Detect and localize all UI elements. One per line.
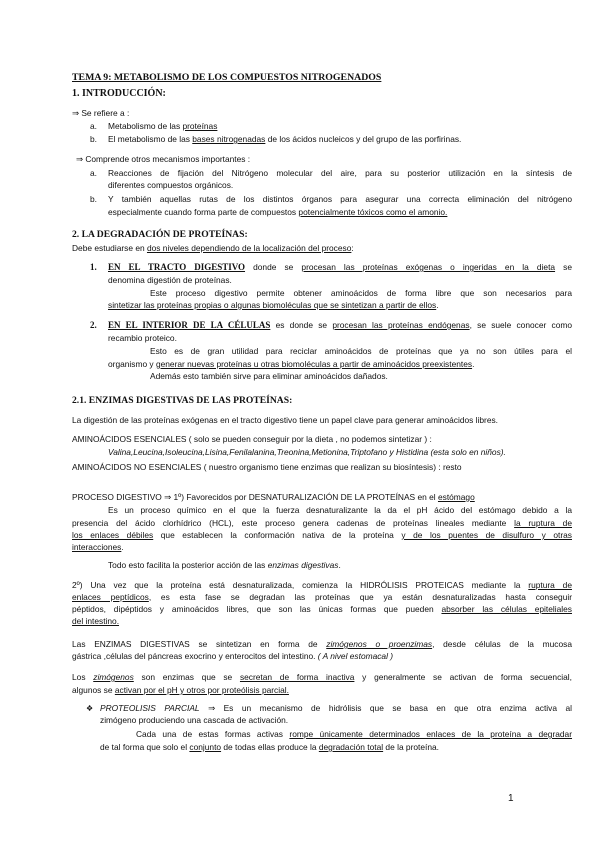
chemical-process-line-1: Es un proceso químico en el que la fuerza desnaturalizante la da el pH ácido del estómago debido a la [108, 505, 572, 515]
item-d-text: especialmente cuando forma parte de compuestos [108, 207, 299, 217]
point-2-underlined: procesan las proteínas endógenas [332, 320, 470, 330]
non-essential-aminoacids: AMINOÁCIDOS NO ESENCIALES ( nuestro organismo tiene enzimas que realizan su biosíntesis) : resto [72, 462, 462, 472]
point-1-heading: EN EL TRACTO DIGESTIVO [108, 262, 246, 272]
hydrolysis-line-1-underlined: ruptura de [528, 580, 572, 590]
item-c-line-1: Reacciones de fijación del Nitrógeno molecular del aire, para su posterior utilización en la síntesis de [108, 168, 572, 178]
zymogens-line-2-text: algunos se [72, 685, 115, 695]
point-2-heading: EN EL INTERIOR DE LA CÉLULAS [108, 320, 271, 330]
item-b-text: El metabolismo de las [108, 134, 193, 144]
chemical-process-line-4-end: . [121, 542, 124, 552]
zymogens-line-2 [72, 685, 289, 696]
point-1-underlined: procesan las proteínas exógenas o ingeridas en la dieta [301, 262, 556, 272]
item-a-text: Metabolismo de las [108, 121, 183, 131]
chemical-process-line-4 [72, 542, 124, 553]
item-b-underlined: bases nitrogenadas [192, 134, 266, 144]
zymogens-line-1-underlined: secretan de forma inactiva [239, 672, 355, 682]
section-2-1-intro: La digestión de las proteínas exógenas en el tracto digestivo tiene un papel clave para generar aminoácidos libres. [72, 415, 499, 425]
partial-proteolysis-line-4 [100, 742, 439, 753]
chemical-process-line-3-underlined-end: y de los puentes de disulfuro y otras [401, 530, 572, 540]
section-2-intro-end: : [351, 243, 354, 253]
chemical-process-line-2-underlined: la ruptura de [514, 518, 572, 528]
zymogens-line-1-text: Los [72, 672, 94, 682]
item-d-line-1: Y también aquellas rutas de los distintos órganos para asegurar una correcta eliminación del nitrógeno [108, 194, 572, 204]
hydrolysis-line-2-underlined: enlaces peptídicos [72, 592, 149, 602]
facilitates-end: . [338, 560, 341, 570]
chemical-process-line-2-text: presencia del ácido clorhídrico (HCL), este proceso genera cadenas de proteínas lineales mediante [72, 518, 515, 528]
refers-line: ⇒ Se refiere a : [72, 108, 130, 118]
enzymes-line-1-text: Las ENZIMAS DIGESTIVAS se sintetizan en forma de [72, 639, 327, 649]
point-1-line-1 [108, 262, 572, 273]
point-1-line-4-underlined: sintetizar las proteínas propias o algunas biomoléculas que se sintetizan a partir de ellos [108, 300, 437, 310]
chemical-process-line-2 [72, 518, 572, 529]
point-2-line-1 [108, 320, 572, 331]
partial-proteolysis-text: ⇒ Es un mecanismo de hidrólisis que se basa en que otra enzima activa al [199, 703, 572, 713]
digestive-process-line [72, 492, 475, 503]
item-a-underlined: proteínas [182, 121, 218, 131]
point-1-line-2: denomina digestión de proteínas. [108, 275, 232, 285]
item-d-underlined: potencialmente tóxicos como el amonio. [298, 207, 448, 217]
point-2-text: es donde se [270, 320, 333, 330]
partial-proteolysis-line-4-underlined-2: degradación total [318, 742, 384, 752]
digestive-process-underlined: estómago [437, 492, 475, 502]
section-1-heading: 1. INTRODUCCIÓN: [72, 88, 166, 99]
hydrolysis-line-3-text: péptidos, dipéptidos y aminoácidos libres, que son las únicas formas que pueden [72, 604, 442, 614]
hydrolysis-line-2 [72, 592, 572, 603]
point-1-line-4-end: . [436, 300, 439, 310]
zymogens-line-1-end: y generalmente se activan de forma secuencial, [354, 672, 572, 682]
item-b-marker: b. [90, 134, 97, 144]
point-2-line-3: Esto es de gran utilidad para reciclar aminoácidos de proteínas que ya no son útiles para el [150, 346, 572, 356]
section-2-heading: 2. LA DEGRADACIÓN DE PROTEÍNAS: [72, 229, 248, 240]
chemical-process-line-3 [72, 530, 572, 541]
point-1-line-3: Este proceso digestivo permite obtener aminoácidos de forma libre que son necesarios para [150, 288, 572, 298]
item-a-marker: a. [90, 121, 97, 131]
point-2-line-2: recambio proteico. [108, 333, 177, 343]
hydrolysis-line-1-text: 2º) Una vez que la proteína está desnaturalizada, comienza la HIDRÓLISIS PROTEICAS mediante la [72, 580, 529, 590]
partial-proteolysis-line-4-mid: de todas ellas produce la [221, 742, 319, 752]
item-c-line-2: diferentes compuestos orgánicos. [108, 180, 234, 190]
point-2-line-4-underlined: generar nuevas proteínas u otras biomoléculas a partir de aminoácidos preexistentes [155, 359, 473, 369]
partial-proteolysis-line-2: zimógeno produciendo una cascada de activación. [100, 715, 289, 725]
enzymes-line-1 [72, 639, 572, 650]
zymogens-line-2-underlined: activan por el pH y otros por proteólisis parcial. [114, 685, 289, 695]
enzymes-line-2-italic: ( A nivel estomacal ) [315, 651, 394, 661]
point-1-text: donde se [245, 262, 302, 272]
section-2-1-heading: 2.1. ENZIMAS DIGESTIVAS DE LAS PROTEÍNAS: [72, 395, 293, 406]
point-1-line-4 [108, 300, 439, 311]
partial-proteolysis-line-3-text: Cada una de estas formas activas [136, 729, 290, 739]
comprende-line: ⇒ Comprende otros mecanismos importantes : [76, 154, 251, 164]
point-2-line-4-text: organismo y [108, 359, 156, 369]
section-2-intro [72, 243, 354, 254]
point-1-marker: 1. [90, 262, 97, 272]
essential-aminoacids-list: Valina,Leucina,Isoleucina,Lisina,Fenilalanina,Treonina,Metionina,Triptofano y Histidina (esta solo en niños). [108, 447, 506, 457]
chemical-process-line-3-underlined: los enlaces débiles [72, 530, 154, 540]
item-d-line-2 [108, 207, 447, 218]
item-a [90, 121, 217, 132]
partial-proteolysis-line-4-end: de la proteína. [383, 742, 439, 752]
item-b [90, 134, 461, 145]
chemical-process-line-4-underlined: interacciones [72, 542, 122, 552]
point-2-text-end: , se suele conocer como [469, 320, 572, 330]
point-2-marker: 2. [90, 320, 97, 330]
partial-proteolysis-line-4-text: de tal forma que solo el [100, 742, 190, 752]
chemical-process-line-3-text: que establecen la conformación nativa de la proteína [153, 530, 402, 540]
hydrolysis-line-3 [72, 604, 572, 615]
facilitates-italic: enzimas digestivas [267, 560, 339, 570]
hydrolysis-line-2-text: , es esta fase se degradan las proteínas que ya están desnaturalizadas hasta conseguir [148, 592, 573, 602]
point-2-line-4 [108, 359, 474, 370]
partial-proteolysis-term: PROTEOLISIS PARCIAL [100, 703, 200, 713]
zymogens-line-1 [72, 672, 572, 683]
zymogens-line-1-mid: son enzimas que se [133, 672, 240, 682]
hydrolysis-line-4-underlined: del intestino. [72, 616, 120, 626]
facilitates-line [108, 560, 341, 571]
partial-proteolysis-line-3 [136, 729, 572, 740]
digestive-process-text: PROCESO DIGESTIVO ⇒ 1º) Favorecidos por DESNATURALIZACIÓN DE LA PROTEÍNAS en el [72, 492, 438, 502]
enzymes-line-2-text: gástrica ,células del páncreas exocrino y enterocitos del intestino. [72, 651, 316, 661]
essential-aminoacids: AMINOÁCIDOS ESENCIALES ( solo se pueden conseguir por la dieta , no podemos sintetizar ) : [72, 434, 432, 444]
item-b-text-end: de los ácidos nucleicos y del grupo de las porfirinas. [265, 134, 462, 144]
partial-proteolysis-line-1 [100, 703, 572, 714]
zymogens-line-1-italic: zimógenos [93, 672, 134, 682]
section-2-intro-underlined: dos niveles dependiendo de la localización del proceso [146, 243, 352, 253]
point-1-text-end: se [555, 262, 572, 272]
page-number: 1 [508, 793, 514, 804]
enzymes-line-1-end: , desde células de la mucosa [432, 639, 572, 649]
bullet-icon: ❖ [86, 704, 94, 713]
item-d-marker: b. [90, 194, 97, 204]
point-2-line-4-end: . [472, 359, 475, 369]
enzymes-line-2 [72, 651, 393, 662]
partial-proteolysis-line-3-underlined: rompe únicamente determinados enlaces de la proteína a degradar [289, 729, 573, 739]
item-c-marker: a. [90, 168, 97, 178]
hydrolysis-line-4 [72, 616, 119, 627]
section-2-intro-text: Debe estudiarse en [72, 243, 147, 253]
facilitates-text: Todo esto facilita la posterior acción de las [108, 560, 268, 570]
point-2-line-5: Además esto también sirve para eliminar aminoácidos dañados. [150, 371, 388, 381]
document-title: TEMA 9: METABOLISMO DE LOS COMPUESTOS NITROGENADOS [72, 72, 382, 83]
partial-proteolysis-line-4-underlined: conjunto [189, 742, 222, 752]
hydrolysis-line-3-underlined: absorber las células epiteliales [441, 604, 572, 614]
hydrolysis-line-1 [72, 580, 572, 591]
enzymes-line-1-italic: zimógenos o proenzimas [326, 639, 433, 649]
